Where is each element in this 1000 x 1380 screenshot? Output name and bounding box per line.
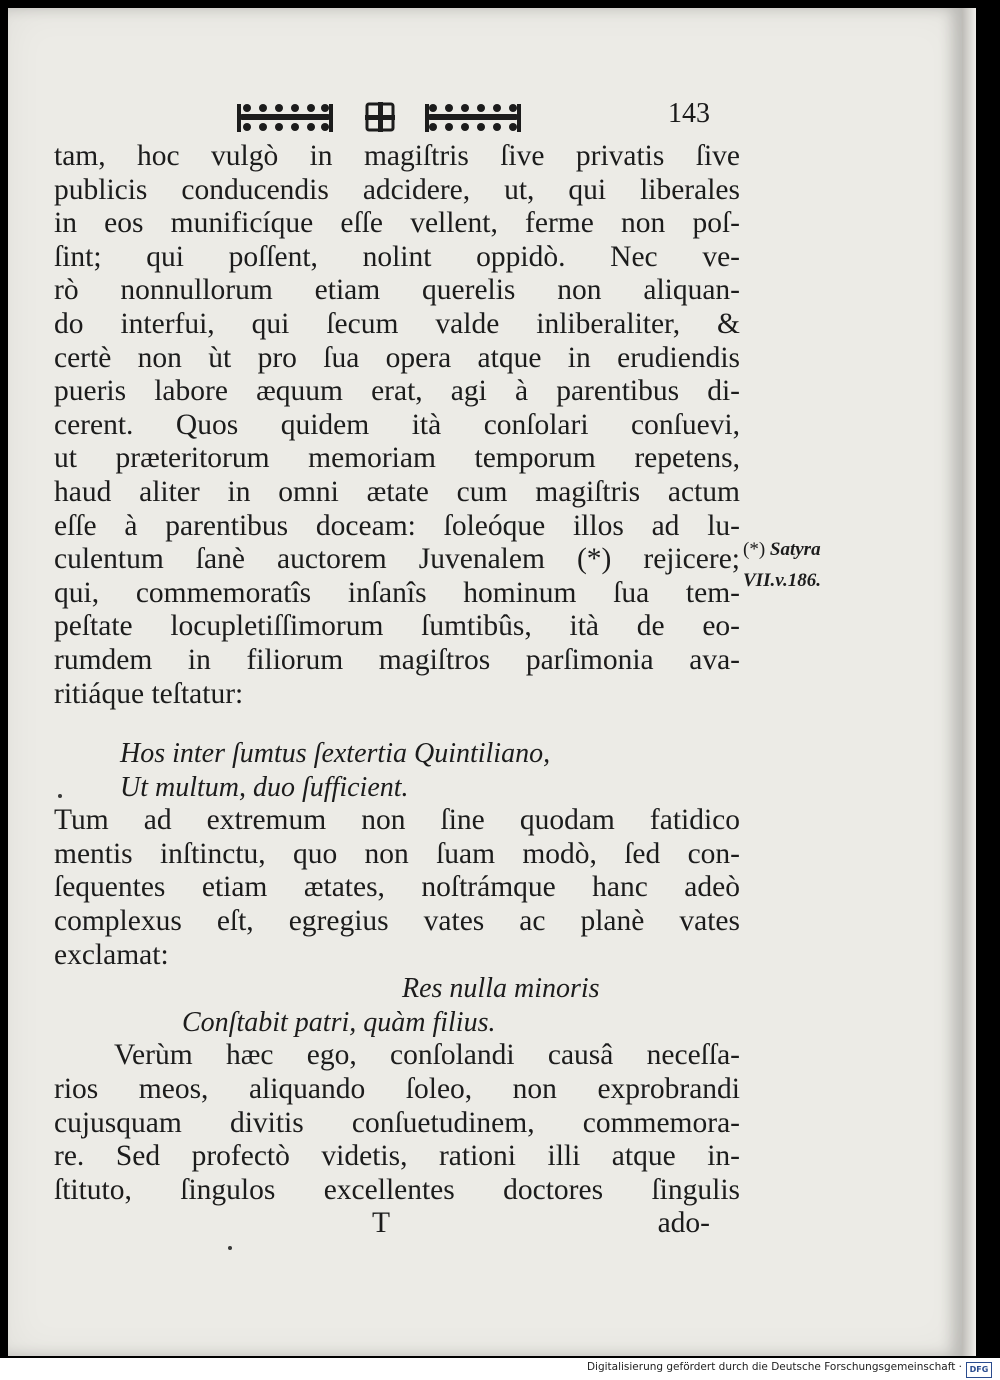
marginal-note [743,534,821,596]
text-line: mentis inſtinctu, quo non ſuam modò, ſed con- [54,837,740,870]
text-line: tam, hoc vulgò in magiſtris ſive privatis ſive [54,140,740,172]
text-line: publicis conducendis adcidere, ut, qui liberales [54,173,740,206]
text-line: ſequentes etiam ætates, noſtrámque hanc adeò [54,871,740,904]
note-line: VII.v.186. [743,570,821,591]
dfg-logo: DFG [966,1362,992,1378]
verse-line: Res nulla minoris [402,973,600,1005]
footer-credit: Digitalisierung gefördert durch die Deutsche Forschungsgemeinschaft · [586,1361,962,1373]
note-line: Satyra [769,539,821,560]
text-line: qui, commemoratîs inſanîs hominum ſua tem- [54,576,740,609]
text-line: pueris labore æquum erat, agi à parentibus di- [54,375,740,408]
text-line: cujusquam divitis conſuetudinem, commemora- [54,1106,740,1139]
page-foot [54,1207,740,1241]
verse-line: Hos inter ſumtus ſextertia Quintiliano, [120,738,551,770]
header-ornament [233,100,533,136]
page-edge [962,8,976,1356]
text-line: exclamat: [54,938,169,971]
text-line: ritiáque teſtatur: [54,677,244,710]
note-mark: (*) [743,539,766,560]
text-line: rumdem in filiorum magiſtros parſimonia ava- [54,643,740,676]
verse-line: Ut multum, duo ſufficient. [120,771,409,803]
text-line: eſſe à parentibus doceam: ſoleóque illos ad lu- [54,509,740,542]
body-text [54,140,740,1241]
text-line: ut præteritorum memoriam temporum repetens, [54,442,740,475]
text-line: certè non ùt pro ſua opera atque in erudiendis [54,341,740,374]
text-line: ſtituto, ſingulos excellentes doctores ſingulis [54,1173,740,1206]
page-number: 143 [668,98,710,129]
text-line: Verùm hæc ego, conſolandi causâ neceſſa- [114,1039,740,1072]
text-line: rios meos, aliquando ſoleo, non exprobrandi [54,1073,740,1106]
verse-line: Conſtabit patri, quàm filius. [182,1006,496,1038]
text-line: haud aliter in omni ætate cum magiſtris actum [54,475,740,508]
text-line: ſint; qui poſſent, nolint oppidò. Nec ve- [54,240,740,273]
text-line: peſtate locupletiſſimorum ſumtibûs, ità de eo- [54,610,740,643]
text-line: re. Sed profectò videtis, rationi illi atque in- [54,1140,740,1173]
text-line: Tum ad extremum non ſine quodam fatidico [54,804,740,837]
text-line: rò nonnullorum etiam querelis non aliquan- [54,274,740,307]
ink-speck [228,1246,232,1250]
signature-mark: T [372,1207,391,1240]
catchword: ado- [657,1207,710,1240]
text-line: in eos munificíque eſſe vellent, ferme non poſ- [54,207,740,240]
text-line: complexus eſt, egregius vates ac planè vates [54,905,740,938]
ink-speck [58,794,62,798]
text-line: do interfui, qui ſecum valde inliberaliter, & [54,307,740,340]
text-line: cerent. Quos quidem ità conſolari conſuevi, [54,408,740,441]
text-line: culentum ſanè auctorem Juvenalem (*) rejicere; [54,543,740,576]
